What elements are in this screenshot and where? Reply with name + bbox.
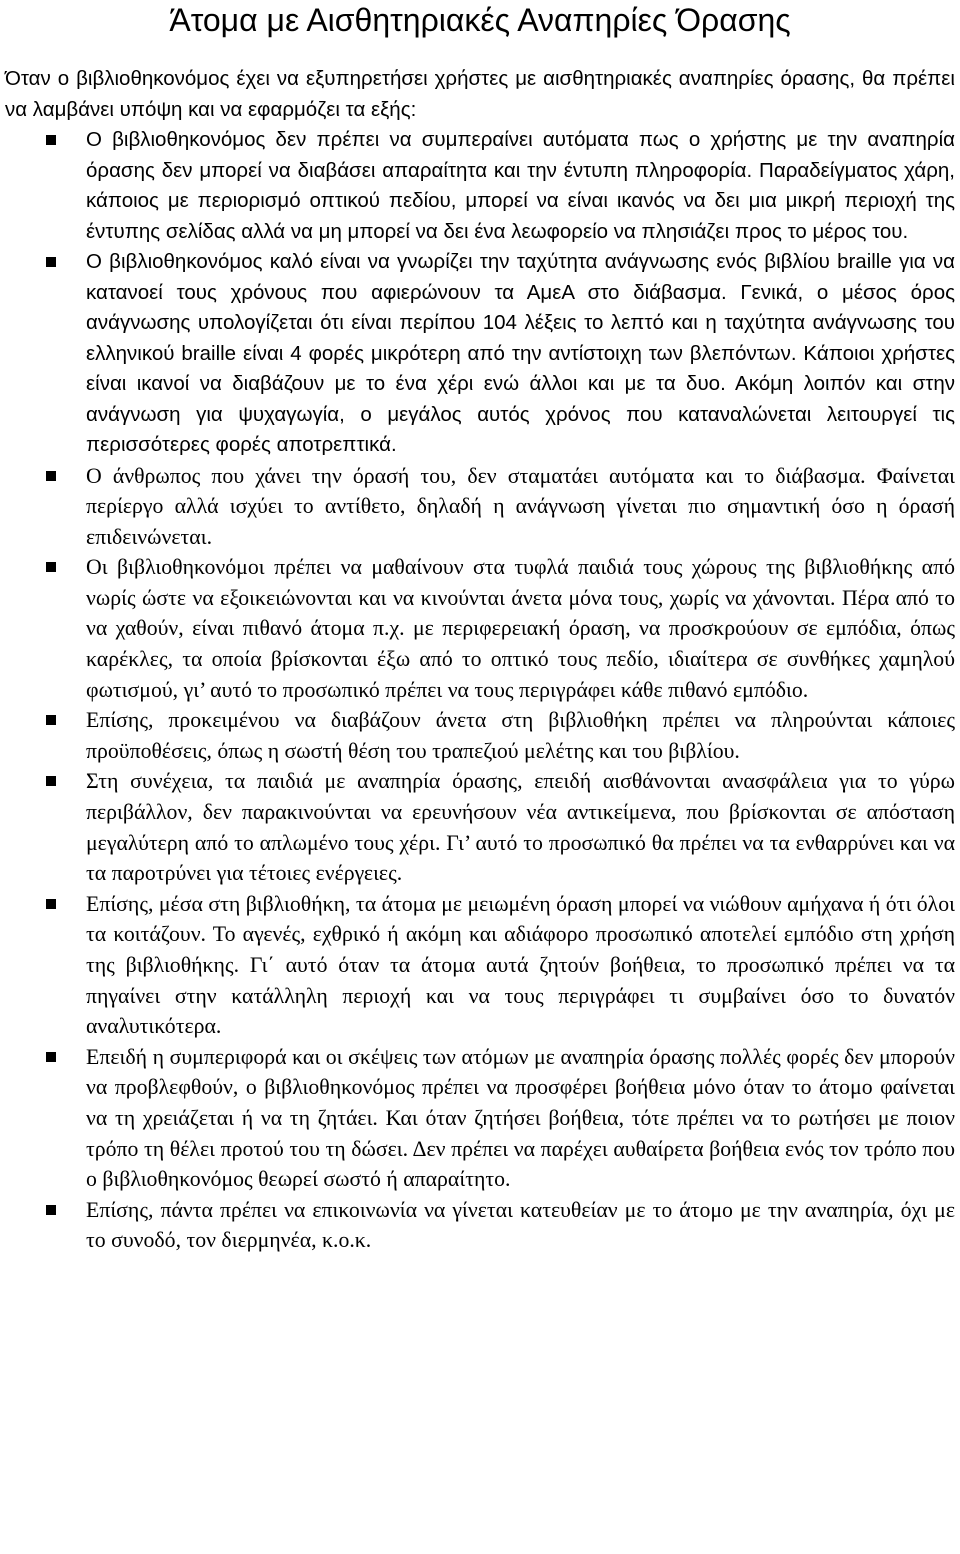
list-item bbox=[5, 705, 955, 766]
list-item-text: Επίσης, μέσα στη βιβλιοθήκη, τα άτομα με μειωμένη όραση μπορεί να νιώθουν αμήχανα ή ότι όλοι τα κοιτάζουν. Το αγενές, εχθρικό ή ακόμη και αδιάφορο προσωπικό αποτελεί εμπόδιο στη χρήση της βιβλιοθήκης. Γι΄ αυτό όταν τα άτομα αυτά ζητούν βοήθεια, το προσωπικό πρέπει να τα πηγαίνει στην κατάλληλη περιοχή και να τους περιγράφει τι συμβαίνει όσο το δυνατόν αναλυτικότερα. bbox=[86, 891, 955, 1039]
square-bullet-icon bbox=[46, 899, 56, 909]
list-item-text: Οι βιβλιοθηκονόμοι πρέπει να μαθαίνουν στα τυφλά παιδιά τους χώρους της βιβλιοθήκης από νωρίς ώστε να εξοικειώνονται και να κινούνται άνετα μόνα τους, χωρίς να χάνονται. Πέρα από το να χαθούν, είναι πιθανό άτομα π.χ. με περιφερειακή όραση, να προσκρούουν σε εμπόδια, όπως καρέκλες, τα οποία βρίσκονται έξω από το οπτικό τους πεδίο, ιδιαίτερα σε συνθήκες χαμηλού φωτισμού, γι’ αυτό το προσωπικό πρέπει να τους περιγράφει κάθε πιθανό εμπόδιο. bbox=[86, 555, 955, 702]
list-item bbox=[5, 247, 955, 461]
square-bullet-icon bbox=[46, 471, 56, 481]
list-item-text: Στη συνέχεια, τα παιδιά με αναπηρία όρασης, επειδή αισθάνονται ανασφάλεια για το γύρω περιβάλλον, δεν παρακινούνται να ερευνήσουν νέα αντικείμενα, που βρίσκονται σε απόσταση μεγαλύτερη από το απλωμένο τους χέρι. Γι’ αυτό το προσωπικό θα πρέπει να τα ενθαρρύνει και να τα παροτρύνει για τέτοιες ενέργειες. bbox=[86, 769, 955, 886]
list-item-text: Ο βιβλιοθηκονόμος δεν πρέπει να συμπεραίνει αυτόματα πως ο χρήστης με την αναπηρία όρασης δεν μπορεί να διαβάσει απαραίτητα και την έντυπη πληροφορία. Παραδείγματος χάρη, κάποιος με περιορισμό οπτικού πεδίου, μπορεί να είναι ικανός να δει μια μικρή περιοχή της έντυπης σελίδας αλλά να μη μπορεί να δει ένα λεωφορείο να πλησιάζει προς το μέρος του. bbox=[86, 128, 955, 243]
square-bullet-icon bbox=[46, 562, 56, 572]
list-item-text: Επειδή η συμπεριφορά και οι σκέψεις των ατόμων με αναπηρία όρασης πολλές φορές δεν μπορούν να προβλεφθούν, ο βιβλιοθηκονόμος πρέπει να προσφέρει βοήθεια μόνο όταν το άτομο φαίνεται να τη χρειάζεται ή να τη ζητάει. Και όταν ζητήσει βοήθεια, τότε πρέπει να το ρωτήσει με ποιον τρόπο τη θέλει προτού του τη δώσει. Δεν πρέπει να παρέχει αυθαίρετα βοήθεια ενός τον τρόπο που ο βιβλιοθηκονόμος θεωρεί σωστό ή απαραίτητο. bbox=[86, 1044, 955, 1192]
list-item-text: Επίσης, προκειμένου να διαβάζουν άνετα στη βιβλιοθήκη πρέπει να πληρούνται κάποιες προϋποθέσεις, όπως η σωστή θέση του τραπεζιού μελέτης και του βιβλίου. bbox=[86, 708, 955, 763]
document-body bbox=[5, 64, 955, 1256]
guidelines-list bbox=[5, 125, 955, 1256]
square-bullet-icon bbox=[46, 257, 56, 267]
square-bullet-icon bbox=[46, 1052, 56, 1062]
list-item bbox=[5, 766, 955, 888]
list-item-text: Ο άνθρωπος που χάνει την όρασή του, δεν σταματάει αυτόματα και το διάβασμα. Φαίνεται περίεργο αλλά ισχύει το αντίθετο, δηλαδή η ανάγνωση γίνεται πιο σημαντική όσο η όρασή επιδεινώνεται. bbox=[86, 463, 955, 549]
list-item bbox=[5, 1195, 955, 1256]
list-item bbox=[5, 889, 955, 1042]
list-item bbox=[5, 125, 955, 247]
document-title: Άτομα με Αισθητηριακές Αναπηρίες Όρασης bbox=[169, 2, 791, 38]
square-bullet-icon bbox=[46, 135, 56, 145]
square-bullet-icon bbox=[46, 776, 56, 786]
list-item-text: Ο βιβλιοθηκονόμος καλό είναι να γνωρίζει την ταχύτητα ανάγνωσης ενός βιβλίου braille για να κατανοεί τους χρόνους που αφιερώνουν τα ΑμεΑ στο διάβασμα. Γενικά, ο μέσος όρος ανάγνωσης υπολογίζεται ότι είναι περίπου 104 λέξεις το λεπτό και η ταχύτητα ανάγνωσης του ελληνικού braille είναι 4 φορές μικρότερη από την αντίστοιχη των βλεπόντων. Κάποιοι χρήστες είναι ικανοί να διαβάζουν με το ένα χέρι ενώ άλλοι και με τα δυο. Ακόμη λοιπόν και στην ανάγνωση για ψυχαγωγία, ο μεγάλος αυτός χρόνος που καταναλώνεται λειτουργεί τις περισσότερες φορές αποτρεπτικά. bbox=[86, 250, 955, 456]
list-item bbox=[5, 461, 955, 553]
list-item bbox=[5, 1042, 955, 1195]
square-bullet-icon bbox=[46, 715, 56, 725]
list-item bbox=[5, 552, 955, 705]
intro-paragraph: Όταν ο βιβλιοθηκονόμος έχει να εξυπηρετήσει χρήστες με αισθητηριακές αναπηρίες όρασης, θα πρέπει να λαμβάνει υπόψη και να εφαρμόζει τα εξής: bbox=[5, 67, 955, 121]
list-item-text: Επίσης, πάντα πρέπει να επικοινωνία να γίνεται κατευθείαν με το άτομο με την αναπηρία, όχι με το συνοδό, τον διερμηνέα, κ.ο.κ. bbox=[86, 1197, 955, 1253]
square-bullet-icon bbox=[46, 1205, 56, 1215]
